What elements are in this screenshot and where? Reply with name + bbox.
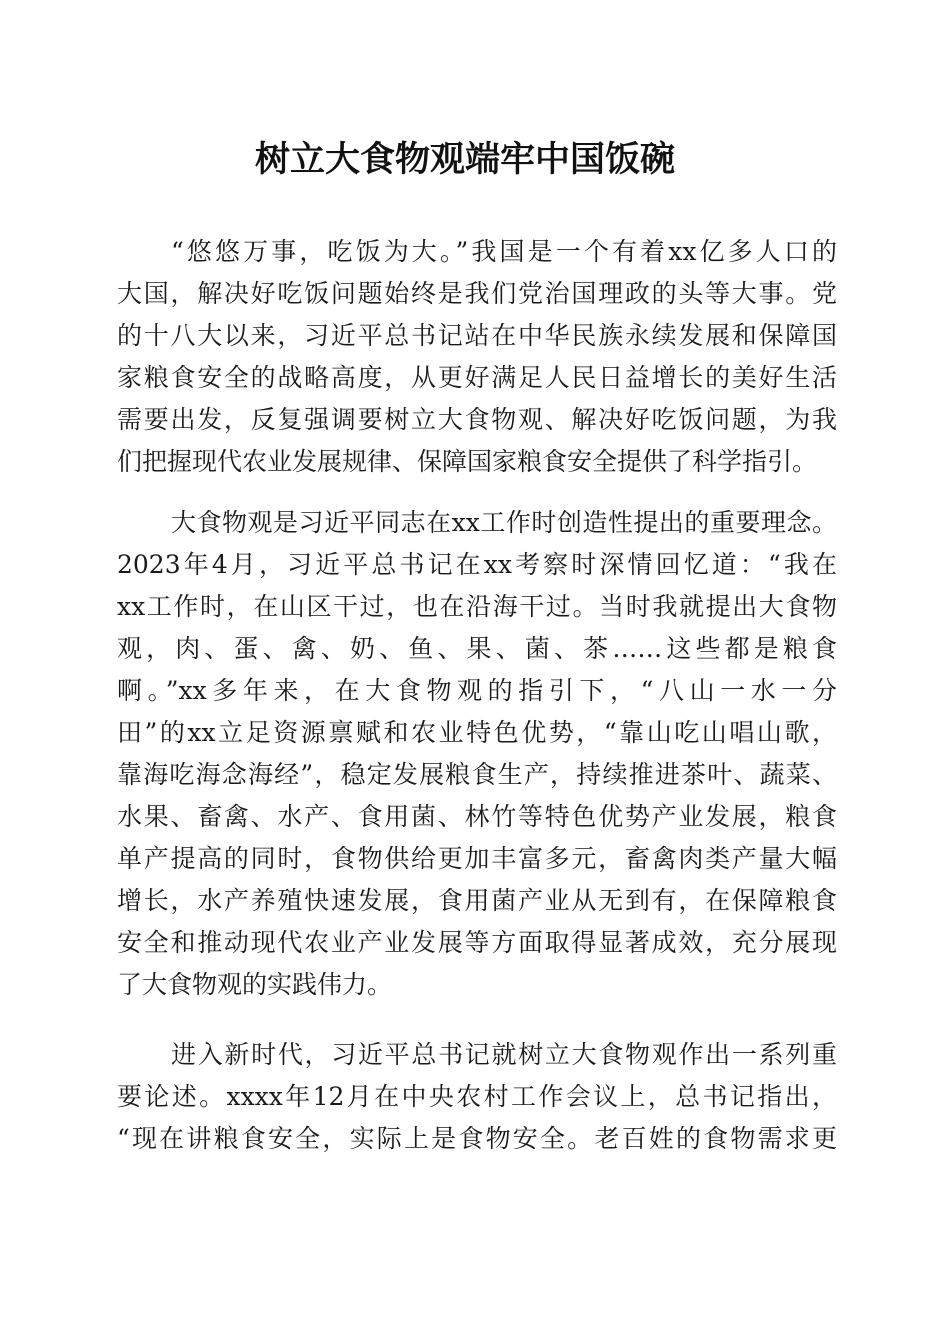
paragraph-1-line-1: “悠悠万事，吃饭为大。”我国是一个有着xx亿多人口的 [171,237,837,266]
paragraph-2-line-3: xx工作时，在山区干过，也在沿海干过。当时我就提出大食物 [117,592,837,621]
paragraph-1-line-3: 的十八大以来，习近平总书记站在中华民族永续发展和保障国 [117,321,837,350]
paragraph-2-line-2: 2023年4月，习近平总书记在xx考察时深情回忆道：“我在 [117,550,837,579]
paragraph-2-line-4: 观，肉、蛋、禽、奶、鱼、果、菌、茶……这些都是粮食 [117,634,837,663]
paragraph-2-line-5: 啊。”xx多年来，在大食物观的指引下，“八山一水一分 [117,676,837,705]
paragraph-2-line-9: 单产提高的同时，食物供给更加丰富多元，畜禽肉类产量大幅 [117,844,837,873]
paragraph-3-line-3: “现在讲粮食安全，实际上是食物安全。老百姓的食物需求更 [117,1124,837,1153]
paragraph-1-line-5: 需要出发，反复强调要树立大食物观、解决好吃饭问题，为我 [117,405,837,434]
paragraph-1-line-4: 家粮食安全的战略高度，从更好满足人民日益增长的美好生活 [117,363,837,392]
paragraph-2-line-1: 大食物观是习近平同志在xx工作时创造性提出的重要理念。 [171,508,837,537]
paragraph-3-line-1: 进入新时代，习近平总书记就树立大食物观作出一系列重 [171,1040,837,1069]
paragraph-2-line-10: 增长，水产养殖快速发展，食用菌产业从无到有，在保障粮食 [117,886,837,915]
paragraph-2-line-11: 安全和推动现代农业产业发展等方面取得显著成效，充分展现 [117,928,837,957]
document-title: 树立大食物观端牢中国饭碗 [254,139,675,180]
paragraph-2-line-12: 了大食物观的实践伟力。 [117,970,393,999]
paragraph-2-line-8: 水果、畜禽、水产、食用菌、林竹等特色优势产业发展，粮食 [117,802,837,831]
paragraph-2-line-7: 靠海吃海念海经”，稳定发展粮食生产，持续推进茶叶、蔬菜、 [117,760,837,789]
paragraph-3-line-2: 要论述。xxxx年12月在中央农村工作会议上，总书记指出， [117,1082,837,1111]
paragraph-2-line-6: 田”的xx立足资源禀赋和农业特色优势，“靠山吃山唱山歌， [117,718,837,747]
paragraph-1-line-6: 们把握现代农业发展规律、保障国家粮食安全提供了科学指引。 [117,447,818,476]
paragraph-1-line-2: 大国，解决好吃饭问题始终是我们党治国理政的头等大事。党 [117,279,837,308]
